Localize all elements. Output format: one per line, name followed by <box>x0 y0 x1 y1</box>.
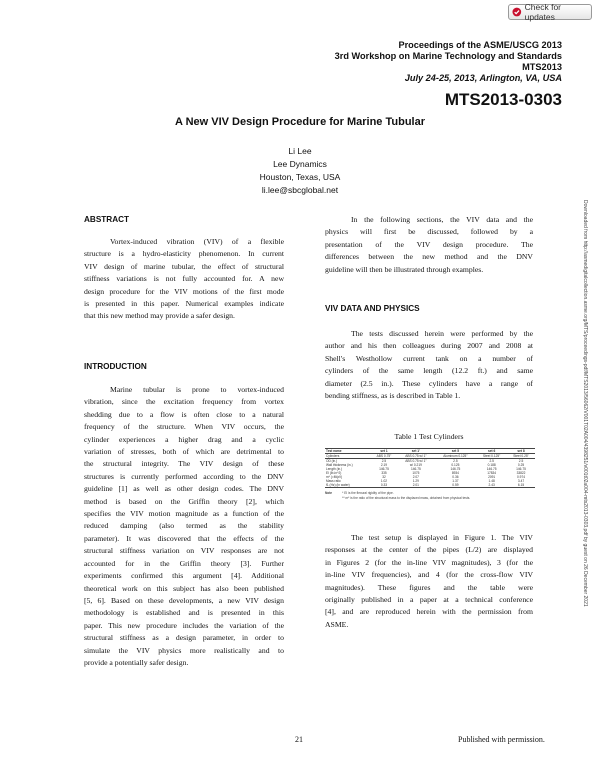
text-line: differences between the new method and the DNV <box>325 252 533 262</box>
table-cell: Mass ratio <box>326 479 341 483</box>
text-line: theoretical work on this subject has also been published <box>84 583 284 593</box>
table-cell: 8934 <box>451 471 459 475</box>
text-line: structures is currently performed according to the DNV <box>84 471 284 481</box>
table-cell: m* (=M/ρV) <box>326 475 343 479</box>
conference-code: MTS2013 <box>522 62 562 72</box>
check-for-updates-label: Check for updates <box>524 2 561 22</box>
table-header-cell: set 1 <box>371 449 398 454</box>
table-note-label: Note <box>325 491 333 495</box>
text-line: shedding due to a flow is often close to a natural <box>84 409 284 419</box>
table-note: * EI is the flexural rigidity of the pipe. <box>342 491 394 495</box>
check-for-updates-button[interactable] <box>508 4 592 20</box>
text-line: structural stiffness variation on VIV responses are not <box>84 546 284 556</box>
table-cell: 0.125 <box>451 463 460 467</box>
table-header-cell: ABS 0.75 w/ 1" <box>397 454 434 459</box>
right-intro-text <box>325 214 533 276</box>
text-line: variation of stresses, both of which are detrimental to <box>84 447 284 457</box>
table-row <box>325 483 535 488</box>
table-cell: Length (in.) <box>326 467 343 471</box>
permission-note: Published with permission. <box>458 735 545 744</box>
text-line: Marine tubular is prone to vortex-induced <box>110 385 284 394</box>
author-affiliation: Lee Dynamics <box>273 159 327 169</box>
table-header-cell: Steel 0.125" <box>476 454 507 459</box>
text-line: stiffness variations is not fully accounted for. A new <box>84 274 284 284</box>
text-line: reduced damping (also termed as the stability <box>84 521 284 531</box>
table-cell: 2.5 <box>453 459 458 463</box>
download-notice-text: Downloaded from http://asmedigitalcollection.asme.org/MTS/proceedings-pdf/MTS2013/56062/V001T02A004/4398251/v001t02a004-mts2013-0303.pdf by guest on 26 December 2021 <box>582 200 588 607</box>
table-header-cell: Steel 0.25" <box>507 454 535 459</box>
table-cell: 0.188 <box>487 463 496 467</box>
text-line: magnitudes). These figures and the table were <box>325 582 533 592</box>
text-line: The test setup is displayed in Figure 1. The VIV <box>351 533 533 542</box>
table-cell: 2.19 <box>380 463 388 467</box>
table-cell: 2.01 <box>397 483 434 488</box>
table-cell: 2.07 <box>412 475 419 479</box>
text-line: bending stiffness, as is described in Table 1. <box>325 391 461 401</box>
table-cell: 0.25 <box>517 463 525 467</box>
table-header-cell: set 6 <box>476 449 507 454</box>
table-cell: 0.36 <box>452 475 459 479</box>
download-notice <box>580 200 590 740</box>
text-line: [4], and are reproduced herein with the permission from <box>325 607 533 617</box>
text-line: the structural integrity. The VIV design of these <box>84 459 284 469</box>
text-line: cylinder experiences a higher drag and a cyclic <box>84 434 284 444</box>
test-setup-text <box>325 532 533 631</box>
table-note: ** m* is the ratio of the structural mass to the displaced mass, obtained from physical tests. <box>342 495 471 500</box>
table-cell: w/ 0.219 <box>409 463 422 467</box>
text-line: vibration, since the excitation frequency from vortex <box>84 397 284 407</box>
table-cell: ABS 0.75 w/ 1" <box>405 459 427 463</box>
paper-title: A New VIV Design Procedure for Marine Tubular <box>175 116 425 128</box>
table-cell: 6.15 <box>507 483 535 488</box>
text-line: parameter). It was discovered that the effects of the <box>84 533 284 543</box>
table-header-cell: ABS 0.75" <box>371 454 398 459</box>
table-cell: 0.59 <box>435 483 477 488</box>
paper-id: MTS2013-0303 <box>444 90 562 109</box>
check-for-updates-icon <box>512 7 522 17</box>
table-caption: Table 1 Test Cylinders <box>394 432 464 441</box>
table-cell: 1.02 <box>380 479 388 483</box>
author-email[interactable]: li.lee@sbcglobal.net <box>261 185 339 195</box>
table-cell: 2.5 <box>381 459 387 463</box>
table-header-cell: set 8 <box>507 449 535 454</box>
table-cell: 335 <box>381 471 387 475</box>
text-line: author and his then colleagues during 2007 and 2008 at <box>325 341 533 351</box>
table-cell: 1.29 <box>412 479 419 483</box>
text-line: provide a potentially safer design. <box>84 657 189 667</box>
table-header-cell: Test name <box>325 449 371 454</box>
table-cell: 2.43 <box>476 483 507 488</box>
table-cell: 2091 <box>488 475 496 479</box>
table-cell: 146.75 <box>450 467 461 471</box>
viv-data-heading: VIV DATA AND PHYSICS <box>325 304 420 313</box>
table-header-cell: set 5 <box>435 449 477 454</box>
table-cell: 33822 <box>516 471 526 475</box>
text-line: responses at the center of the pipes (L/2) are displayed <box>325 545 533 555</box>
proceedings-title: Proceedings of the ASME/USCG 2013 <box>398 40 562 50</box>
table-cell: EI (lb-in^2) <box>326 471 342 475</box>
introduction-text <box>84 384 284 669</box>
table-cell: 0.33 <box>371 483 398 488</box>
text-line: Shell's Westhollow current tank on a number of <box>325 353 533 363</box>
introduction-heading: INTRODUCTION <box>84 362 147 371</box>
text-line: structural stiffness as a design parameter, in order to <box>84 633 284 643</box>
table-cell: 1.48 <box>488 479 495 483</box>
viv-data-text <box>325 328 533 402</box>
text-line: paper. This new procedure includes the variation of the <box>84 620 284 630</box>
text-line: simulate the VIV physics more realistically and to <box>84 645 284 655</box>
table-cell: f1 (Hz) (in water) <box>325 483 371 488</box>
cylinder-table-wrap <box>325 448 535 500</box>
text-line: physics will first be discussed, followed by a <box>325 227 533 237</box>
table-cell: 146.75 <box>410 467 421 471</box>
text-line: In the following sections, the VIV data and the <box>351 215 533 224</box>
text-line: structure is a hydro-elasticity phenomenon. In current <box>84 249 284 259</box>
table-cell: 0.974 <box>517 475 525 479</box>
text-line: ASME. <box>325 619 349 629</box>
cylinder-table <box>325 448 535 488</box>
table-cell: 146.75 <box>486 467 497 471</box>
text-line: frequency of the structure. When VIV occurs, the <box>84 422 284 432</box>
text-line: diameter (2.5 in.). These cylinders have a range of <box>325 378 533 388</box>
text-line: specifies the VIV motion magnitude as a function of the <box>84 509 284 519</box>
table-header-cell: set 1’ <box>397 449 434 454</box>
text-line: guideline [1] as well as other design codes. The DNV <box>84 484 284 494</box>
abstract-heading: ABSTRACT <box>84 215 130 224</box>
table-cell: 1075 <box>412 471 420 475</box>
text-line: design procedure for the VIV motions of the first mode <box>84 286 284 296</box>
table-cell: 2.5 <box>489 459 494 463</box>
text-line: cylinders of the same length (12.2 ft.) and same <box>325 366 533 376</box>
table-notes <box>325 491 535 500</box>
text-line: experiments confirmed this argument [4]. Additional <box>84 571 284 581</box>
author-location: Houston, Texas, USA <box>259 172 341 182</box>
abstract-text <box>84 236 284 323</box>
table-cell: 1.37 <box>452 479 459 483</box>
page-number: 21 <box>295 735 303 744</box>
text-line: methodology is established and is presented in this <box>84 608 284 618</box>
text-line: method is based on the Griffin theory [2], which <box>84 496 284 506</box>
text-line: The tests discussed herein were performed by the <box>351 329 533 338</box>
table-cell: 32 <box>382 475 386 479</box>
table-cell: 146.75 <box>379 467 389 471</box>
text-line: is presented in this paper. Numerical examples indicate <box>84 299 284 309</box>
text-line: presentation of the VIV design procedure. The <box>325 239 533 249</box>
text-line: that this new method may provide a safer design. <box>84 311 235 321</box>
text-line: originally published in a paper at a technical conference <box>325 595 533 605</box>
text-line: in-line VIV frequencies), and 4 (for the cross-flow VIV <box>325 570 533 580</box>
table-cell: 3.47 <box>517 479 525 483</box>
table-cell: OD (in.) <box>326 459 338 463</box>
table-cell: 17834 <box>487 471 497 475</box>
text-line: [5, 6]. Based on these developments, a new VIV design <box>84 595 284 605</box>
text-line: accounted for in the Griffin theory [3]. Further <box>84 558 284 568</box>
text-line: in Figures 2 (for the in-line VIV magnitudes), 3 (for the <box>325 557 533 567</box>
workshop-title: 3rd Workshop on Marine Technology and Standards <box>334 51 562 61</box>
author-name: Li Lee <box>288 146 312 156</box>
conference-dates: July 24-25, 2013, Arlington, VA, USA <box>404 73 562 83</box>
table-cell: 146.75 <box>516 467 526 471</box>
table-cell: Wall thickness (in.) <box>326 463 353 467</box>
text-line: guideline will then be illustrated through examples. <box>325 264 484 274</box>
text-line: Vortex-induced vibration (VIV) of a flexible <box>110 237 284 246</box>
table-header-cell: Aluminum 0.125" <box>435 454 477 459</box>
text-line: VIV design of marine tubular, the effect of structural <box>84 261 284 271</box>
table-cell: 2.5 <box>518 459 524 463</box>
table-header-cell: Cylinders <box>325 454 371 459</box>
